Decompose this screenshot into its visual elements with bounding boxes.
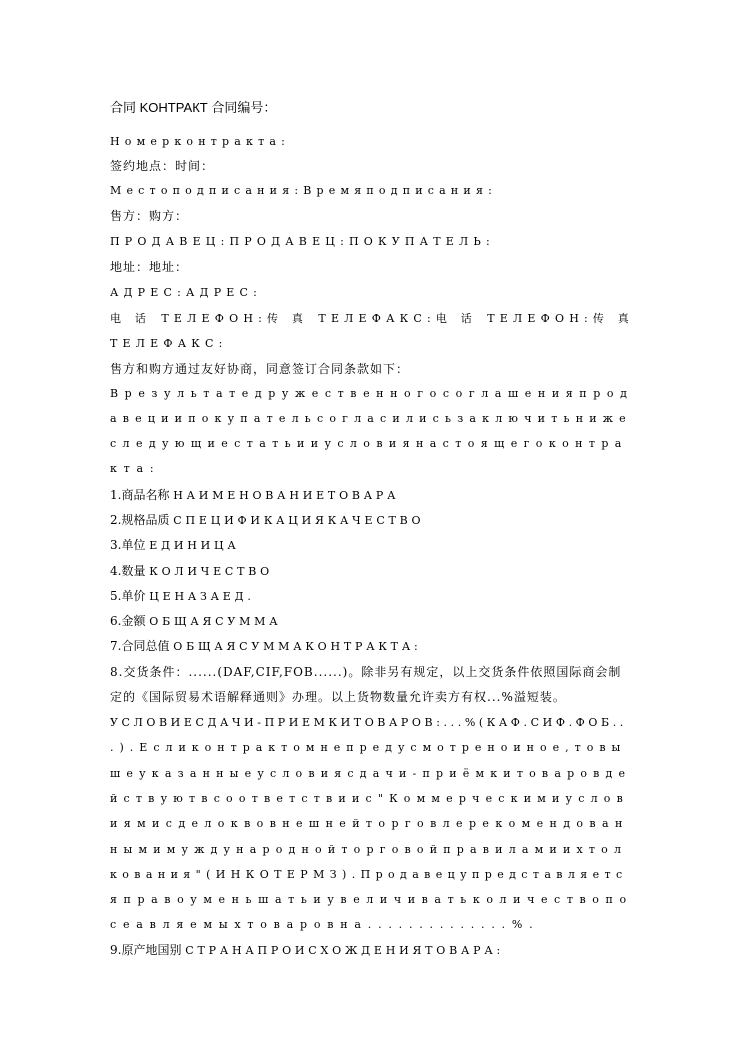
seller-buyer-ru: ПРОДАВЕЦ:ПРОДАВЕЦ:ПОКУПАТЕЛЬ: [110,235,495,248]
item-2 [110,512,424,529]
phone-fax-label-2: ТЕЛЕФОН:传 真 [487,312,634,325]
item-7-ru: ОБЩАЯСУММАКОНТРАКТА: [173,640,422,653]
origin-ru: СТРАНАПРОИСХОЖДЕНИЯТОВАРА: [185,944,504,957]
item-4-ru: КОЛИЧЕСТВО [149,565,273,578]
delivery-ru-9: сеавляемыхтоваровна..............%. [110,918,540,931]
agreement-intro-cn: 售方和购方通过友好协商，同意签订合同条款如下： [110,362,410,376]
item-1 [110,487,399,504]
agreement-intro-ru-4: кта: [110,462,161,475]
item-6 [110,613,281,630]
origin-cn: 9.原产地国别 [110,943,182,957]
fax-ru: ТЕЛЕФАКС: [110,337,228,350]
item-7-cn: 7.合同总值 [110,639,170,653]
delivery-ru-3: шеуказанныеусловиясдачи-приёмкитоваровде [110,767,632,780]
item-6-ru: ОБЩАЯСУММА [149,615,282,628]
delivery-ru-1: УСЛОВИЕСДАЧИ-ПРИЕМКИТОВАРОВ:...%(КАФ.СИФ.ФОБ.. [110,716,627,729]
agreement-intro-ru-2: авециипокупательсогласилисьзаключитьниже [110,412,632,425]
item-3 [110,537,240,554]
agreement-intro-ru-1: Врезультатедружественногосоглашенияпрод [110,387,634,400]
item-3-ru: ЕДИНИЦА [149,539,240,552]
contract-title: 合同 KOНТРАКТ 合同编号： [110,100,277,115]
fax-phone-label: ТЕЛЕФАКС:电 话 [318,312,477,325]
sign-place-time-ru: Местоподписания:Времяподписания: [110,184,498,197]
contract-number-ru: Номерконтракта: [110,135,291,148]
seller-buyer-cn: 售方：购方： [110,209,189,223]
item-5 [110,588,255,605]
item-6-cn: 6.金额 [110,614,146,628]
phone-fax-row [110,311,634,327]
delivery-cn-1: 8.交货条件：......(DAF,CIF,FOB......)。除非另有规定，以上交货条件依照国际商会制 [110,665,622,679]
delivery-ru-6: нымимуждународнойторговойправиламиихтол [110,843,628,856]
delivery-cn-2: 定的《国际贸易术语解释通则》办理。以上货物数量允许卖方有权...%溢短装。 [110,690,566,704]
phone-cn-label: 电 话 [110,312,152,325]
sign-place-time-cn: 签约地点：时间： [110,159,215,173]
phone-fax-label: ТЕЛЕФОН:传 真 [161,312,309,325]
item-5-ru: ЦЕНАЗАЕД. [149,590,255,603]
item-5-cn: 5.单价 [110,589,146,603]
delivery-ru-7: кования"(ИНКОТЕРМЗ).Продавецупредставляетс [110,868,628,881]
item-3-cn: 3.单位 [110,538,146,552]
item-2-ru: СПЕЦИФИКАЦИЯКАЧЕСТВО [173,514,425,527]
origin-line [110,942,504,959]
agreement-intro-ru-3: следующиестатьииусловиянастоящегоконтра [110,437,628,450]
delivery-ru-2: .).Есликонтрактомнепредусмотреноиное,товы [110,741,627,754]
delivery-ru-4: йствуютвсоответствиис"Коммерческимиуслов [110,792,629,805]
item-7 [110,638,421,655]
item-1-ru: НАИМЕНОВАНИЕТОВАРА [173,489,400,502]
item-2-cn: 2.规格品质 [110,513,170,527]
address-cn: 地址：地址： [110,260,189,274]
item-4 [110,563,273,580]
address-ru: АДРЕС:АДРЕС: [110,286,263,299]
delivery-ru-8: яправоуменьшатьиувеличиватьколичествопо [110,893,633,906]
item-1-cn: 1.商品名称 [110,488,170,502]
delivery-ru-5: иямисделоквовнешнейторговлерекомендован [110,817,629,830]
item-4-cn: 4.数量 [110,564,146,578]
